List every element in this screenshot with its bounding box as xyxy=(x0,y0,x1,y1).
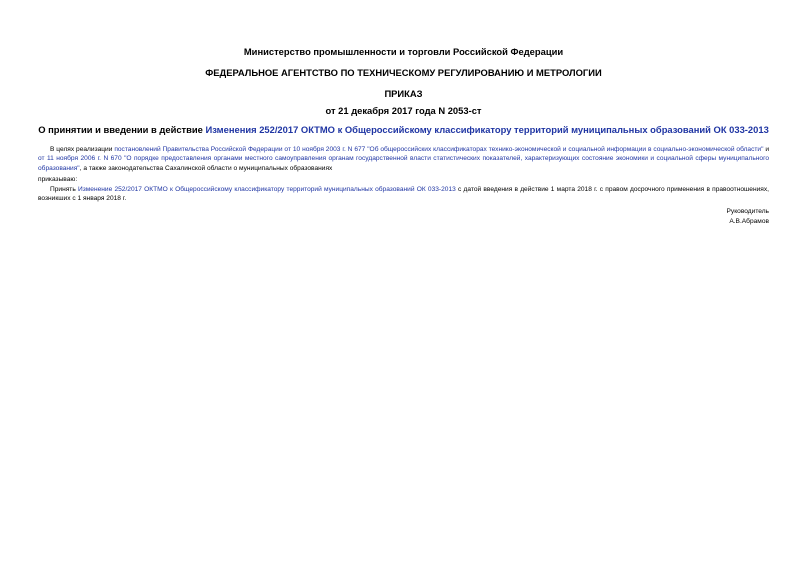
agency-heading: ФЕДЕРАЛЬНОЕ АГЕНТСТВО ПО ТЕХНИЧЕСКОМУ РЕГУЛИРОВАНИЮ И МЕТРОЛОГИИ xyxy=(205,67,602,78)
order-link-change-252[interactable]: Изменение 252/2017 ОКТМО к Общероссийскому классификатору территорий муниципальных образований ОК 033-2013 xyxy=(77,185,456,193)
preamble-link-resolution-677[interactable]: постановлений Правительства Российской Федерации от 10 ноября 2003 г. N 677 "Об общероссийских классификаторах технико-экономической и социальной информации в социально-экономической области" xyxy=(114,146,764,153)
order-paragraph xyxy=(38,185,769,204)
order-end: с датой введения в действие 1 марта 2018 г. с правом досрочного применения в правоотношениях, возникших с 1 января 2018 г. xyxy=(38,185,769,202)
title-prefix: О принятии и введении в действие xyxy=(38,124,206,135)
document-title xyxy=(0,124,807,136)
signature-name: А.В.Абрамов xyxy=(729,217,769,225)
order-start: Принять xyxy=(50,185,78,193)
doc-type-heading: ПРИКАЗ xyxy=(384,88,423,99)
preamble-end: , а также законодательства Сахалинской области о муниципальных образованиях xyxy=(79,164,333,172)
date-number-heading: от 21 декабря 2017 года N 2053-ст xyxy=(325,105,482,116)
preamble-start: В целях реализации xyxy=(50,146,115,153)
ministry-heading: Министерство промышленности и торговли Российской Федерации xyxy=(243,46,564,57)
signature-role: Руководитель xyxy=(726,208,769,215)
preamble-paragraph xyxy=(38,145,769,173)
order-word: приказываю: xyxy=(38,176,78,183)
title-link[interactable]: Изменения 252/2017 ОКТМО к Общероссийскому классификатору территорий муниципальных образований ОК 033-2013 xyxy=(205,124,769,135)
preamble-link-resolution-670[interactable]: от 11 ноября 2006 г. N 670 "О порядке предоставления органами местного самоуправления органам государственной власти статистических показателей, характеризующих состояние экономики и социальной сферы муниципального образования" xyxy=(38,155,769,172)
preamble-mid: и xyxy=(763,146,770,153)
